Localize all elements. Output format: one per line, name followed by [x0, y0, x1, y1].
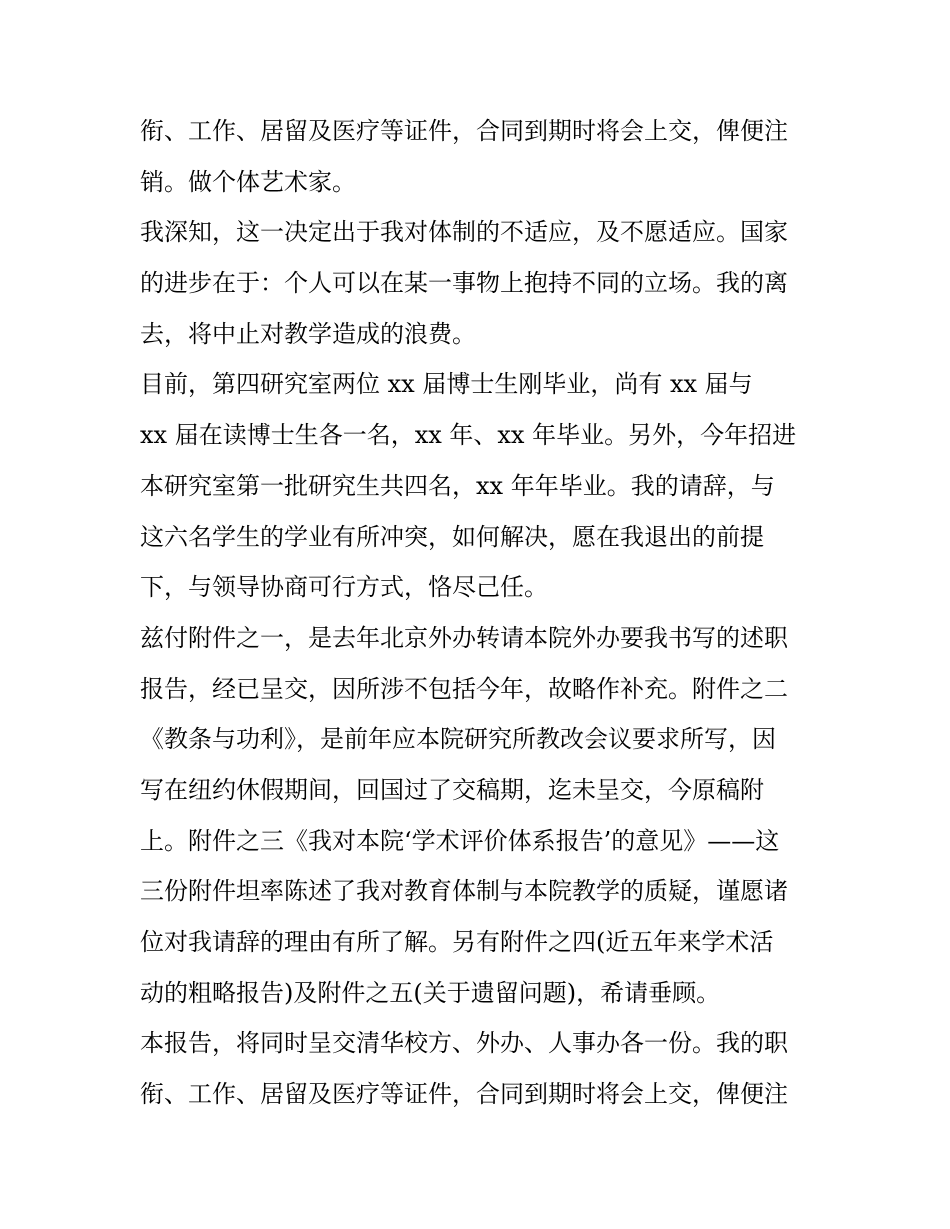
text-line: xx 届在读博士生各一名，xx 年、xx 年毕业。另外，今年招进 [140, 421, 797, 450]
text-line: 《教条与功利》，是前年应本院研究所教改会议要求所写，因 [140, 725, 776, 754]
text-line: 本报告，将同时呈交清华校方、外办、人事办各一份。我的职 [140, 1029, 788, 1058]
text-line: 衔、工作、居留及医疗等证件，合同到期时将会上交，俾便注 [140, 117, 788, 145]
text-line: 本研究室第一批研究生共四名，xx 年年毕业。我的请辞，与 [140, 471, 775, 500]
text-line: 位对我请辞的理由有所了解。另有附件之四(近五年来学术活 [140, 928, 774, 956]
text-line: 报告，经已呈交，因所涉不包括今年，故略作补充。附件之二 [140, 674, 788, 703]
text-line: 目前，第四研究室两位 xx 届博士生刚毕业，尚有 xx 届与 [140, 370, 753, 399]
text-line: 去，将中止对教学造成的浪费。 [140, 319, 476, 348]
text-line: 兹付附件之一，是去年北京外办转请本院外办要我书写的述职 [140, 623, 788, 652]
text-line: 动的粗略报告)及附件之五(关于遗留问题)，希请垂顾。 [140, 978, 721, 1007]
text-line: 销。做个体艺术家。 [140, 167, 356, 196]
text-line: 这六名学生的学业有所冲突，如何解决，愿在我退出的前提 [140, 522, 764, 551]
body-text [140, 106, 820, 1120]
text-line: 写在纽约休假期间，回国过了交稿期，迄未呈交，今原稿附 [140, 775, 764, 804]
text-line: 三份附件坦率陈述了我对教育体制与本院教学的质疑，谨愿诸 [140, 877, 788, 906]
text-line: 我深知，这一决定出于我对体制的不适应，及不愿适应。国家 [140, 218, 788, 247]
text-line: 的进步在于：个人可以在某一事物上抱持不同的立场。我的离 [140, 269, 788, 298]
text-line: 下，与领导协商可行方式，恪尽己任。 [140, 573, 548, 602]
text-line: 衔、工作、居留及医疗等证件，合同到期时将会上交，俾便注 [140, 1080, 788, 1109]
text-line: 上。附件之三《我对本院‘学术评价体系报告’的意见》——这 [140, 826, 780, 855]
